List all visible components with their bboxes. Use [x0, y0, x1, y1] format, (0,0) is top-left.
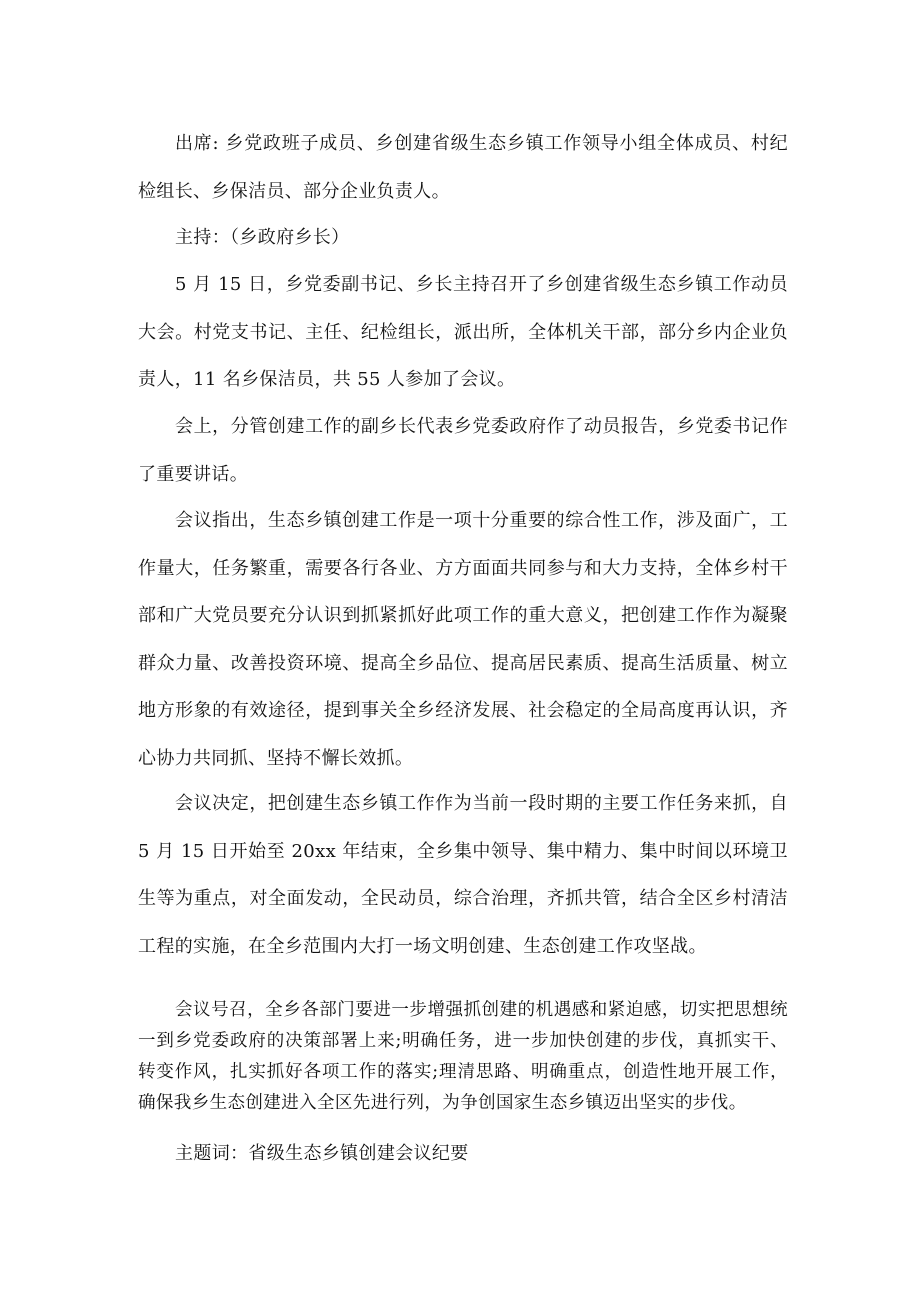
host-paragraph: 主持：（乡政府乡长） — [175, 227, 350, 248]
attendees-paragraph: 出席: 乡党政班子成员、乡创建省级生态乡镇工作领导小组全体成员、村纪检组长、乡保洁员、部分企业负责人。 — [138, 133, 788, 202]
meeting-summary-paragraph: 5 月 15 日，乡党委副书记、乡长主持召开了乡创建省级生态乡镇工作动员大会。村党支书记、主任、纪检组长，派出所，全体机关干部，部分乡内企业负责人，11 名乡保洁员，共 55 人参加了会议。 — [138, 274, 788, 390]
meeting-decision-paragraph: 会议决定，把创建生态乡镇工作作为当前一段时期的主要工作任务来抓，自 5 月 15 日开始至 20xx 年结束，全乡集中领导、集中精力、集中时间以环境卫生等为重点，对全面发动，全民动员，综合治理，齐抓共管，结合全区乡村清洁工程的实施，在全乡范围内大打一场文明创建、生态创建工作攻坚战。 — [138, 793, 788, 957]
keywords-paragraph: 主题词：省级生态乡镇创建会议纪要 — [175, 1143, 469, 1164]
report-paragraph: 会上，分管创建工作的副乡长代表乡党委政府作了动员报告，乡党委书记作了重要讲话。 — [138, 416, 788, 485]
meeting-call-paragraph: 会议号召，全乡各部门要进一步增强抓创建的机遇感和紧迫感，切实把思想统一到乡党委政府的决策部署上来;明确任务，进一步加快创建的步伐，真抓实干、转变作风，扎实抓好各项工作的落实;理清思路、明确重点，创造性地开展工作，确保我乡生态创建进入全区先进行列，为争创国家生态乡镇迈出坚实的步伐。 — [138, 1000, 788, 1113]
meeting-points-paragraph: 会议指出，生态乡镇创建工作是一项十分重要的综合性工作，涉及面广，工作量大，任务繁重，需要各行各业、方方面面共同参与和大力支持，全体乡村干部和广大党员要充分认识到抓紧抓好此项工作的重大意义，把创建工作作为凝聚群众力量、改善投资环境、提高全乡品位、提高居民素质、提高生活质量、树立地方形象的有效途径，提到事关全乡经济发展、社会稳定的全局高度再认识，齐心协力共同抓、坚持不懈长效抓。 — [138, 510, 788, 769]
